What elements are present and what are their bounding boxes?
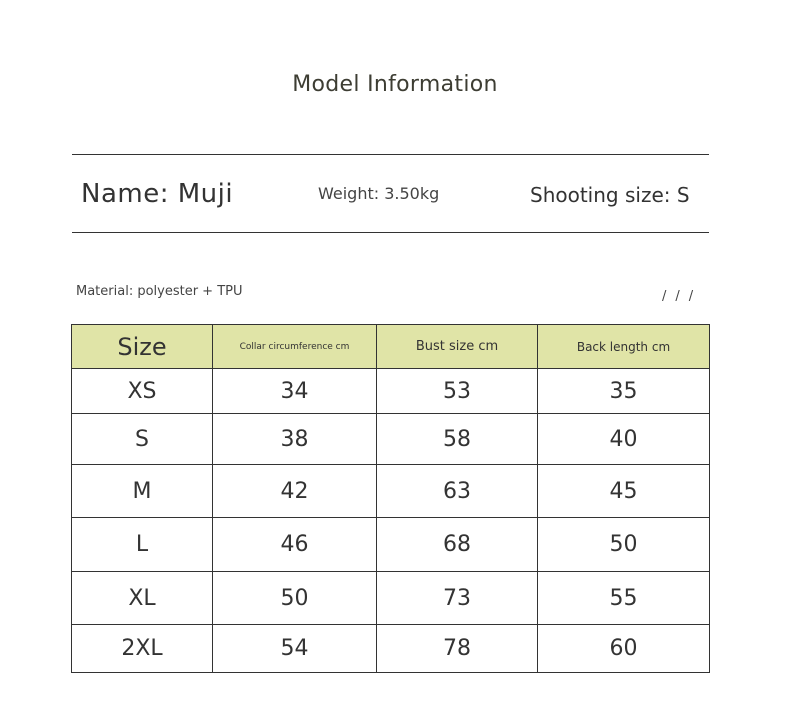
table-row <box>72 414 710 465</box>
bust-cell: 68 <box>377 518 538 572</box>
bust-cell: 53 <box>377 369 538 414</box>
header-size: Size <box>72 325 213 369</box>
top-divider <box>72 154 709 155</box>
back-length-cell: 35 <box>538 369 710 414</box>
collar-cell: 50 <box>213 572 377 625</box>
header-back-length: Back length cm <box>538 325 710 369</box>
table-row <box>72 465 710 518</box>
model-weight: Weight: 3.50kg <box>318 184 440 203</box>
table-row <box>72 518 710 572</box>
header-collar: Collar circumference cm <box>213 325 377 369</box>
size-cell: 2XL <box>72 625 213 673</box>
collar-cell: 54 <box>213 625 377 673</box>
collar-cell: 38 <box>213 414 377 465</box>
bottom-divider <box>72 232 709 233</box>
shooting-size: Shooting size: S <box>530 183 690 207</box>
back-length-cell: 45 <box>538 465 710 518</box>
size-cell: M <box>72 465 213 518</box>
back-length-cell: 55 <box>538 572 710 625</box>
back-length-cell: 60 <box>538 625 710 673</box>
page-title: Model Information <box>292 72 498 97</box>
bust-cell: 78 <box>377 625 538 673</box>
header-bust: Bust size cm <box>377 325 538 369</box>
bust-cell: 73 <box>377 572 538 625</box>
table-row <box>72 572 710 625</box>
model-name: Name: Muji <box>81 179 234 209</box>
material-info: Material: polyester + TPU <box>76 284 243 299</box>
collar-cell: 34 <box>213 369 377 414</box>
size-cell: S <box>72 414 213 465</box>
collar-cell: 42 <box>213 465 377 518</box>
slash-decoration: /// <box>662 289 703 304</box>
bust-cell: 58 <box>377 414 538 465</box>
size-cell: XL <box>72 572 213 625</box>
size-table <box>71 324 710 673</box>
back-length-cell: 40 <box>538 414 710 465</box>
table-row <box>72 369 710 414</box>
back-length-cell: 50 <box>538 518 710 572</box>
bust-cell: 63 <box>377 465 538 518</box>
size-cell: L <box>72 518 213 572</box>
size-cell: XS <box>72 369 213 414</box>
table-header-row <box>72 325 710 369</box>
table-row <box>72 625 710 673</box>
collar-cell: 46 <box>213 518 377 572</box>
